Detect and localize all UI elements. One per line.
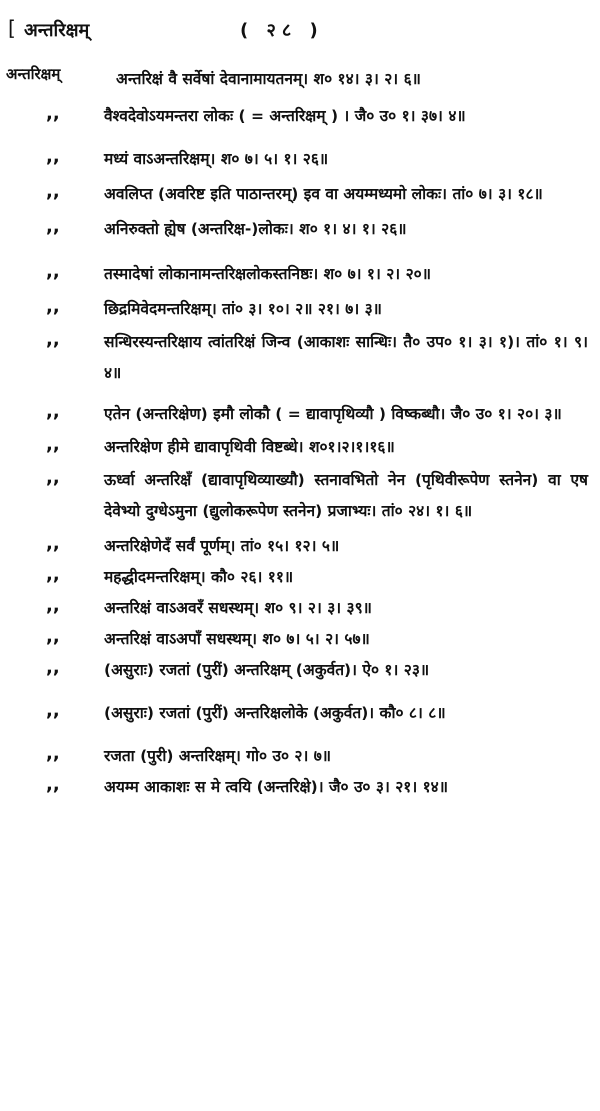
entry-text: (असुराः) रजतां (पुरीं) अन्तरिक्षम् (अकुर्वत)। ऐ० १। २३॥ (104, 661, 430, 679)
entry-text: अन्तरिक्षेण हीमे द्यावापृथिवी विष्टब्धे। श०१।२।१।१६॥ (104, 438, 395, 456)
entry-text: (असुराः) रजतां (पुरीं) अन्तरिक्षलोके (अकुर्वत)। कौ० ८। ८॥ (104, 704, 446, 722)
ditto-mark: ,, (46, 181, 60, 202)
ditto-mark: ,, (46, 564, 60, 585)
page-number: ( २८ ) (240, 20, 324, 41)
entry (0, 593, 600, 624)
entry-text: अवलिप्त (अवरिष्ट इति पाठान्तरम्) इव वा अयम्मध्यमो लोकः। तां० ७। ३। १८॥ (104, 185, 543, 203)
ditto-mark: ,, (46, 595, 60, 616)
entry (0, 144, 600, 175)
entry (0, 259, 600, 290)
entry (0, 432, 600, 463)
ditto-mark: ,, (46, 329, 60, 350)
ditto-mark: ,, (46, 657, 60, 678)
entry-text: अन्तरिक्षं वै सर्वेषां देवानामायतनम्। श० १४। ३। २। ६॥ (116, 70, 421, 88)
ditto-mark: ,, (46, 401, 60, 422)
ditto-mark: ,, (46, 467, 60, 488)
ditto-mark: ,, (46, 434, 60, 455)
ditto-mark: ,, (46, 146, 60, 167)
ditto-mark: ,, (46, 103, 60, 124)
ditto-mark: ,, (46, 774, 60, 795)
ditto-mark: ,, (46, 626, 60, 647)
ditto-mark: ,, (46, 216, 60, 237)
entry (0, 772, 600, 803)
entry-text: रजता (पुरी) अन्तरिक्षम्। गो० उ० २। ७॥ (104, 747, 332, 765)
entry (0, 741, 600, 772)
ditto-mark: ,, (46, 261, 60, 282)
page-header (0, 14, 600, 48)
header-open-bracket: [ (8, 16, 16, 40)
entry-list (0, 64, 600, 803)
entry (0, 327, 600, 389)
entry-text: वैश्वदेवोऽयमन्तरा लोकः ( = अन्तरिक्षम् ) । जै० उ० १। ३७। ४॥ (104, 107, 466, 125)
entry-label: अन्तरिक्षम् (6, 65, 61, 83)
entry (0, 655, 600, 686)
entry-text: सन्धिरस्यन्तरिक्षाय त्वांतरिक्षं जिन्व (आकाशः सान्धिः। तै० उप० १। ३। १)। तां० १। ९। ४॥ (104, 333, 588, 382)
entry-text: अयम्म आकाशः स मे त्वयि (अन्तरिक्षे)। जै० उ० ३। २१। १४॥ (104, 778, 449, 796)
entry (0, 465, 600, 527)
entry-text: महद्धीदमन्तरिक्षम्। कौ० २६। ११॥ (104, 568, 294, 586)
ditto-mark: ,, (46, 700, 60, 721)
entry (0, 531, 600, 562)
entry-text: ऊर्ध्वा अन्तरिक्षँ (द्यावापृथिव्याख्यौ) स्तनावभितो नेन (पृथिवीरूपेण स्तनेन) वा एष देवेभ्यो दुग्धेऽमुना (द्युलोकरूपेण स्तनेन) प्रजाभ्यः। तां० २४। १। ६॥ (104, 471, 588, 520)
entry (0, 294, 600, 325)
ditto-mark: ,, (46, 743, 60, 764)
entry-text: मध्यं वाऽअन्तरिक्षम्। श० ७। ५। १। २६॥ (104, 150, 329, 168)
entry-text: अनिरुक्तो ह्येष (अन्तरिक्ष-)लोकः। श० १। ४। १। २६॥ (104, 220, 407, 238)
ditto-mark: ,, (46, 533, 60, 554)
entry (0, 399, 600, 430)
entry-text: एतेन (अन्तरिक्षेण) इमौ लोकौ ( = द्यावापृथिव्यौ ) विष्कब्धौ। जै० उ० १। २०। ३॥ (104, 405, 562, 423)
ditto-mark: ,, (46, 296, 60, 317)
entry (0, 64, 600, 95)
entry (0, 101, 600, 132)
entry (0, 214, 600, 245)
entry (0, 624, 600, 655)
header-title: अन्तरिक्षम् (24, 20, 90, 41)
entry-text: अन्तरिक्षेणेदँ सर्वं पूर्णम्। तां० १५। १२। ५॥ (104, 537, 340, 555)
entry (0, 562, 600, 593)
entry-text: अन्तरिक्षं वाऽअवरँ सधस्थम्। श० ९। २। ३। ३९॥ (104, 599, 372, 617)
entry (0, 179, 600, 210)
entry (0, 698, 600, 729)
entry-text: छिद्रमिवेदमन्तरिक्षम्। तां० ३। १०। २॥ २१। ७। ३॥ (104, 300, 382, 318)
entry-text: अन्तरिक्षं वाऽअपाँ सधस्थम्। श० ७। ५। २। ५७॥ (104, 630, 370, 648)
entry-text: तस्मादेषां लोकानामन्तरिक्षलोकस्तनिष्ठः। श० ७। १। २। २०॥ (104, 265, 431, 283)
